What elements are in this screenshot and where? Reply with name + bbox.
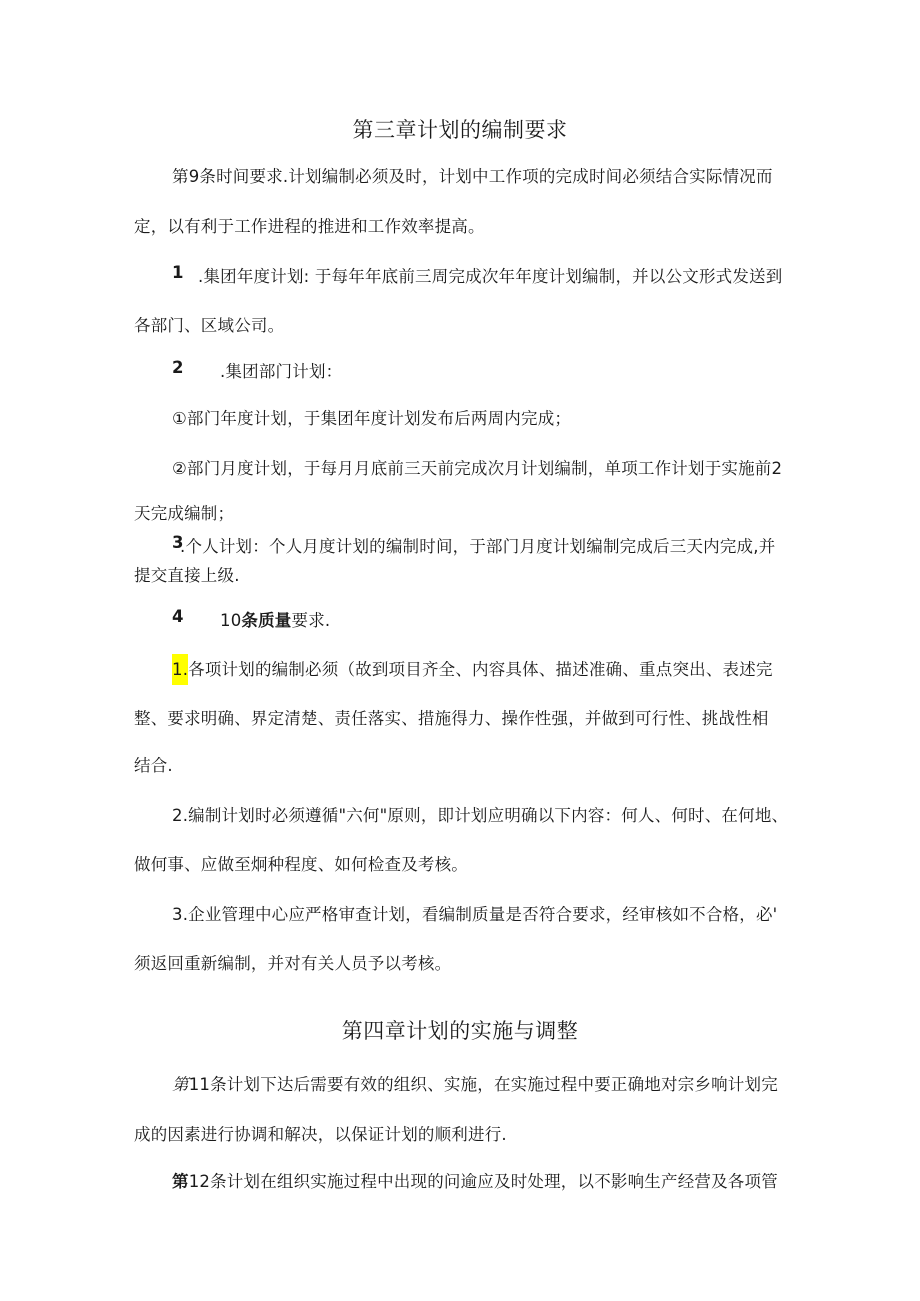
article11-text: 11条计划下达后需要有效的组织、实施，在实施过程中要正确地对宗乡响计划完 (188, 1075, 778, 1094)
article9-line1: 第9条时间要求.计划编制必须及时，计划中工作项的完成时间必须结合实际情况而 (172, 167, 773, 186)
item1-line1: .集团年度计划: 于每年年底前三周完成次年年度计划编制，并以公文形式发送到 (198, 267, 783, 286)
quality-item3-line1: 3.企业管理中心应严格审查计划，看编制质量是否符合要求，经审核如不合格，必' (172, 905, 778, 924)
sub-item2-line1: ②部门月度计划，于每月月底前三天前完成次月计划编制，单项工作计划于实施前2 (172, 459, 783, 478)
highlighted-number: 1. (172, 654, 188, 685)
chapter4-title: 第四章计划的实施与调整 (341, 1019, 579, 1043)
quality-item2-line2: 做何事、应做至炯种程度、如何检查及考核。 (134, 855, 468, 874)
article12-text: 12条计划在组织实施过程中出现的问逾应及时处理，以不影响生产经营及各项管 (188, 1172, 778, 1191)
item3-line1: .个人计划：个人月度计划的编制时间，于部门月度计划编制完成后三天内完成,并 (180, 537, 776, 556)
article12-prefix: 第 (172, 1172, 189, 1191)
quality-item1-line1 (172, 656, 773, 685)
article11-line1 (172, 1071, 778, 1095)
article10-suffix: 要求. (291, 611, 331, 630)
sub-item1: ①部门年度计划，于集团年度计划发布后两周内完成； (172, 409, 572, 428)
item2-text: .集团部门计划： (220, 362, 343, 381)
item3-number: 3 (172, 533, 184, 552)
item1-number: 1 (172, 263, 184, 282)
item4-number: 4 (172, 607, 184, 626)
chapter3-title: 第三章计划的编制要求 (352, 118, 568, 142)
quality-item3-line2: 须返回重新编制，并对有关人员予以考核。 (134, 954, 452, 973)
article10-bold: 条质量 (241, 611, 292, 630)
article10-number: 10 (220, 611, 242, 630)
article10-heading (220, 607, 330, 631)
quality-item1-line2: 整、要求明确、界定清楚、责任落实、措施得力、操作性强，并做到可行性、挑战性相 (134, 709, 769, 728)
article12-line1 (172, 1168, 778, 1192)
quality-item1-text: 各项计划的编制必须（故到项目齐全、内容具体、描述准确、重点突出、表述完 (188, 660, 773, 679)
quality-item2-line1: 2.编制计划时必须遵循"六何"原则，即计划应明确以下内容：何人、何时、在何地、 (172, 806, 789, 825)
article11-line2: 成的因素进行协调和解决，以保证计划的顺利进行. (134, 1125, 507, 1144)
article11-prefix: 第 (172, 1075, 189, 1094)
item3-line2: 提交直接上级. (134, 566, 240, 585)
sub-item2-line2: 天完成编制； (134, 504, 235, 523)
item2-number: 2 (172, 358, 184, 377)
quality-item1-line3: 结合. (134, 756, 173, 775)
item1-line2: 各部门、区域公司。 (134, 316, 285, 335)
article9-line2: 定，以有利于工作进程的推进和工作效率提高。 (134, 217, 485, 236)
